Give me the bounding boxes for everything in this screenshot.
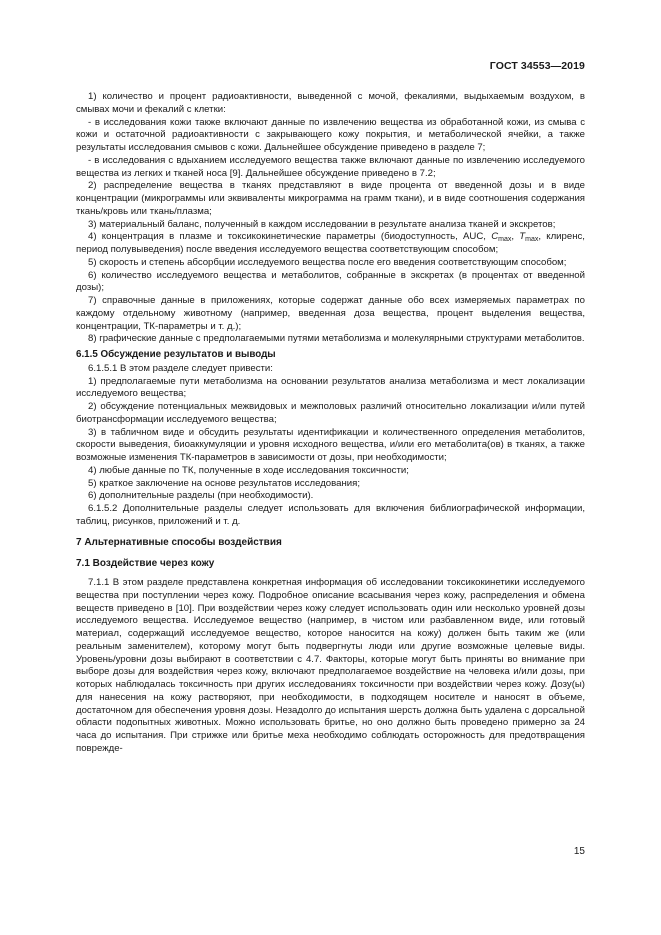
list-item: 6) дополнительные разделы (при необходимости). xyxy=(88,490,314,502)
list-item: 1) количество и процент радиоактивности, выведенной с мочой, фекалиями, выдыхаемым воздухом, в смывах мочи и фекалий с клетки: xyxy=(76,91,585,115)
list-item: 1) предполагаемые пути метаболизма на основании результатов анализа метаболизма и мест локализации исследуемого вещества; xyxy=(76,375,585,400)
paragraph: 7.1.1 В этом разделе представлена конкретная информация об исследовании токсикокинетики исследуемого вещества при поступлении через кожу. Подробное описание всасывания через кожу, распределения и обмена веществ приведено в [10]. При воздействии через кожу следует использовать один или несколько уровней дозы исследуемого вещества. Исследуемое вещество (например, в чистом или разбавленном виде, или готовый материал, содержащий исследуемое вещество, которое наносится на кожу) должен быть таким же (или реальным заменителем), которому могут быть подвергнуты люди или другие возможные целевые виды. Уровень/уровни дозы выбирают в соответствии с 4.7. Факторы, которые могут быть приняты во внимание при выборе дозы для воздействия через кожу, включают предполагаемое воздействие на человека и/или дозы, при которых наблюдалась токсичность при других исследованиях токсичности при воздействии через кожу. Дозу(ы) для нанесения на кожу растворяют, при необходимости, в подходящем носителе и наносят в объеме, достаточном для обеспечения уровня дозы. Незадолго до испытания шерсть должна быть удалена с дорсальной области подопытных животных. Можно использовать бритье, но оно должно быть проведено примерно за 24 часа до испытания. При стрижке или бритье меха необходимо соблюдать осторожность для предотвращения поврежде- xyxy=(76,577,585,754)
paragraph: 6.1.5.1 В этом разделе следует привести: xyxy=(88,362,273,374)
list-item: 3) материальный баланс, полученный в каждом исследовании в результате анализа тканей и экскретов; xyxy=(88,218,556,230)
section-heading-7: 7 Альтернативные способы воздействия xyxy=(76,536,282,548)
list-item: 4) концентрация в плазме и токсикокинетические параметры (биодоступность, AUC, $C_{max}$, $T_{max}$, клиренс, период полувыведения) после введения исследуемого вещества соответствующим способом; xyxy=(76,231,585,255)
list-item: 3) в табличном виде и обсудить результаты идентификации и количественного определения метаболитов, скорости выведения, биоаккумуляции и уровня исходного вещества, и/или его метаболита(ов) в тканях, а также возможные изменения ТК-параметров в зависимости от дозы, при необходимости; xyxy=(76,426,585,463)
list-item: 5) краткое заключение на основе результатов исследования; xyxy=(88,477,360,489)
list-item: 4) любые данные по ТК, полученные в ходе исследования токсичности; xyxy=(88,464,409,476)
list-item: 8) графические данные с предполагаемыми путями метаболизма и молекулярными структурами метаболитов. xyxy=(88,333,585,345)
section-heading-7-1: 7.1 Воздействие через кожу xyxy=(76,558,215,570)
list-subitem: - в исследования кожи также включают данные по извлечению вещества из обработанной кожи, из смыва с кожи и остаточной радиоактивности с закрывающего кожу покрытия, и метаболической ячейки, а также результаты исследования смывов с кожи. Дальнейшее обсуждение приведено в разделе 7; xyxy=(76,116,585,153)
section-heading-6-1-5: 6.1.5 Обсуждение результатов и выводы xyxy=(76,349,276,360)
list-subitem: - в исследования с вдыханием исследуемого вещества также включают данные по извлечению исследуемого вещества из легких и тканей носа [9]. Дальнейшее обсуждение приведено в 7.2; xyxy=(76,154,585,179)
list-item: 2) распределение вещества в тканях представляют в виде процента от введенной дозы и в виде концентрации (микрограммы или эквиваленты микрограмма на грамм ткани), и в виде соотношения содержания ткань/кровь или ткань/плазма; xyxy=(76,180,585,217)
document-number: ГОСТ 34553—2019 xyxy=(489,60,585,72)
list-item: 6) количество исследуемого вещества и метаболитов, собранные в экскретах (в процентах от введенной дозы); xyxy=(76,269,585,294)
cmax-subscript: max xyxy=(498,236,512,244)
page-body xyxy=(76,91,585,756)
item4-text-start: 4) концентрация в плазме и токсикокинетические параметры (биодоступность, AUC, xyxy=(88,231,486,243)
paragraph: 6.1.5.2 Дополнительные разделы следует использовать для включения библиографической информации, таблиц, рисунков, приложений и т. д. xyxy=(76,503,585,527)
list-item: 2) обсуждение потенциальных межвидовых и межполовых различий относительно локализации и/или путей биотрансформации исследуемого вещества; xyxy=(76,401,585,425)
list-item: 5) скорость и степень абсорбции исследуемого вещества после его введения соответствующим способом; xyxy=(88,256,567,268)
cmax-symbol: C xyxy=(491,231,499,243)
list-item: 7) справочные данные в приложениях, которые содержат данные обо всех измеряемых параметрах по каждому отдельному животному (например, введенная доза вещества, процент выделения вещества, концентрации, ТК-параметры и т. д.); xyxy=(76,295,585,332)
tmax-subscript: max xyxy=(525,236,539,244)
page-number: 15 xyxy=(573,846,585,857)
item4-text-end: клиренс, период полувыведения) после введения исследуемого вещества соответствующим способом; xyxy=(76,231,585,255)
tmax-symbol: T xyxy=(519,231,526,243)
